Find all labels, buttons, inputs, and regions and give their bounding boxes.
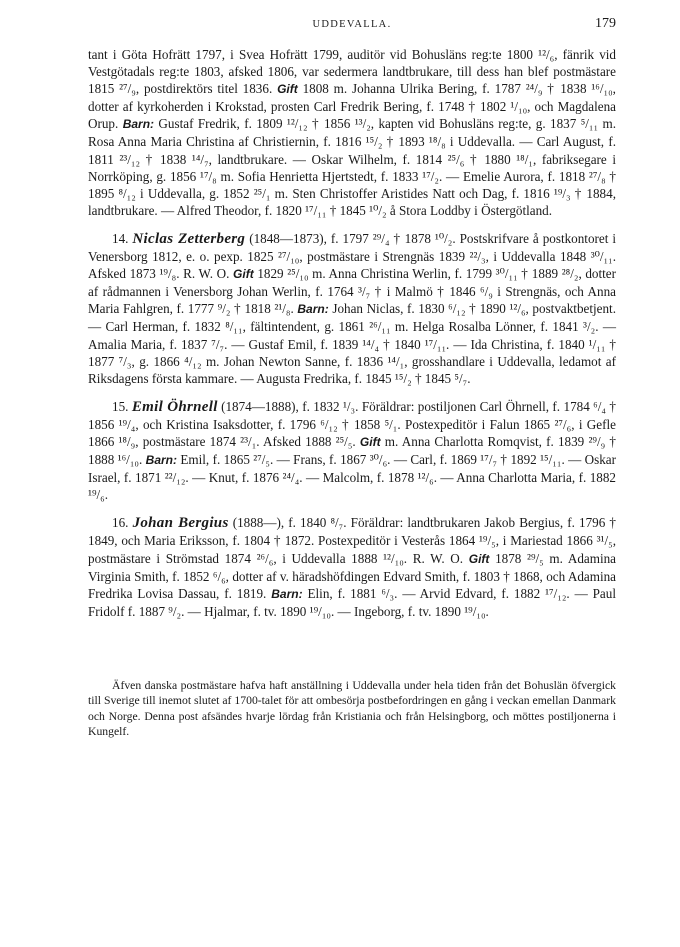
barn-label: Barn:	[145, 453, 177, 468]
barn-text: Emil, f. 1865 ²⁷/₅. — Frans, f. 1867 ³⁰/₆. — Carl, f. 1869 ¹⁷/₇ † 1892 ¹⁵/₁₁. — Oskar Israel, f. 1871 ²²/₁₂. — Knut, f. 1876 ²⁴/₄. — Malcolm, f. 1878 ¹²/₆. — Anna Charlotta Maria, f. 1882 ¹⁹/₆.	[88, 452, 616, 503]
gift-label: Gift	[468, 551, 490, 566]
entry-text: (1848—1873), f. 1797 ²⁹/₄ † 1878 ¹⁰/₂. Postskrifvare å postkontoret i Venersborg 1812, e. o. pexp. 1825 ²⁷/₁₀, postmästare i Strengnäs 1839 ²²/₃, i Uddevalla 1848 ³⁰/₁₁. Afsked 1873 ¹⁹/₈. R. W. O.	[88, 230, 616, 282]
footnote: Äfven danska postmästare hafva haft anställning i Uddevalla under hela tiden från det Bohuslän öfvergick till Sverige till inemot slutet af 1700-talet för att ombesörja postbefordringen en gång i veckan emellan Danmark och Norge. Denna post afsändes hvarje lördag från Kristiania och från Helsingborg, och möttes postiljonerna i Kungelf.	[88, 678, 616, 738]
gift-label: Gift	[277, 82, 298, 97]
barn-label: Barn:	[271, 586, 303, 601]
entry-number: 15.	[112, 398, 129, 414]
entry-name: Johan Bergius	[132, 515, 229, 532]
entry-14	[88, 230, 616, 387]
entry-number: 14.	[112, 230, 129, 246]
barn-text: Gustaf Fredrik, f. 1809 ¹²/₁₂ † 1856 ¹³/₂, kapten vid Bohusläns reg:te, g. 1837 ⁵/₁₁ m. Rosa Anna Maria Christina af Christiernin, f. 1816 ¹⁵/₂ † 1893 ¹⁸/₈ i Uddevalla. — Carl August, f. 1811 ²³/₁₂ † 1838 ¹⁴/₇, landtbrukare. — Oskar Wilhelm, f. 1814 ²⁵/₆ † 1880 ¹⁸/₁, fabriksegare i Norrköping, g. 1856 ¹⁷/₈ m. Sofia Henrietta Hjertstedt, f. 1833 ¹⁷/₂. — Emelie Aurora, f. 1818 ²⁷/₈ † 1895 ⁸/₁₂ i Uddevalla, g. 1852 ²⁵/₁ m. Sten Christoffer Aristides Natt och Dag, f. 1816 ¹⁹/₃ † 1884, landtbrukare. — Alfred Theodor, f. 1820 ¹⁷/₁₁ † 1845 ¹⁰/₂ å Stora Loddby i Östergötland.	[88, 116, 616, 218]
page-header	[88, 16, 616, 38]
gift-text: 1829 ²⁵/₁₀ m. Anna Christina Werlin, f. 1799 ³⁰/₁₁ † 1889 ²⁸/₂, dotter af rådmannen i Venersborg Johan Werlin, f. 1764 ³/₇ † i Malmö † 1846 ⁶/₉ i Strengnäs, och Anna Maria Fahlgren, f. 1777 ⁹/₂ † 1818 ²¹/₈.	[88, 266, 616, 317]
page-body	[88, 46, 616, 739]
entry-name: Emil Öhrnell	[131, 398, 218, 415]
gift-text: m. Anna Charlotta Romqvist, f. 1839 ²⁹/₉ † 1888 ¹⁶/₁₀.	[88, 433, 616, 468]
entry-16	[88, 514, 616, 620]
gift-text: 1808 m. Johanna Ulrika Bering, f. 1787 ²⁴/₉ † 1838 ¹⁶/₁₀, dotter af kyrkoherden i Krokstad, prosten Carl Fredrik Bering, f. 1748 † 1802 ¹/₁₀, och Magdalena Orup.	[88, 81, 616, 132]
entry-text: (1874—1888), f. 1832 ¹/₃. Föräldrar: postiljonen Carl Öhrnell, f. 1784 ⁶/₄ † 1856 ¹⁹/₄, och Kristina Isaksdotter, f. 1796 ⁶/₁₂ † 1858 ⁵/₁. Postexpeditör i Falun 1865 ²⁷/₆, i Gefle 1866 ¹⁸/₉, postmästare 1874 ²³/₁. Afsked 1888 ²⁵/₅.	[88, 398, 616, 449]
entry-text: (1888—), f. 1840 ⁸/₇. Föräldrar: landtbrukaren Jakob Bergius, f. 1796 † 1849, och Maria Eriksson, f. 1804 † 1872. Postexpeditör i Vesterås 1864 ¹⁹/₅, i Mariestad 1866 ³¹/₅, postmästare i Strömstad 1874 ²⁶/₆, i Uddevalla 1888 ¹²/₁₀. R. W. O.	[88, 515, 616, 566]
entry-continuation-lead: tant i Göta Hofrätt 1797, i Svea Hofrätt 1799, auditör vid Bohusläns reg:te 1800 ¹²/₆, fänrik vid Vestgötadals reg:te 1803, afsked 1806, var sedermera landtbrukare, till dess han blef postmästare 1815 ²⁷/₉, postdirektörs titel 1836.	[88, 47, 616, 97]
barn-label: Barn:	[297, 302, 329, 317]
running-head: UDDEVALLA.	[312, 19, 392, 30]
entry-15	[88, 398, 616, 504]
entry-continuation-text	[88, 46, 616, 219]
gift-label: Gift	[359, 434, 381, 449]
entry-number: 16.	[112, 515, 129, 531]
entry-name: Niclas Zetterberg	[132, 230, 246, 247]
barn-text: Elin, f. 1881 ⁶/₃. — Arvid Edvard, f. 1882 ¹⁷/₁₂. — Paul Fridolf f. 1887 ⁹/₂. — Hjalmar, f. tv. 1890 ¹⁹/₁₀. — Ingeborg, f. tv. 1890 ¹⁹/₁₀.	[88, 585, 616, 619]
page-number: 179	[595, 16, 616, 31]
barn-text: Johan Niclas, f. 1830 ⁶/₁₂ † 1890 ¹²/₆, postvaktbetjent. — Carl Herman, f. 1832 ⁸/₁₁, fältintendent, g. 1861 ²⁶/₁₁ m. Helga Rosalba Lönner, f. 1841 ³/₂. — Amalia Maria, f. 1837 ⁷/₇. — Gustaf Emil, f. 1839 ¹⁴/₄ † 1840 ¹⁷/₁₁. — Ida Christina, f. 1840 ¹/₁₁ † 1877 ⁷/₃, g. 1866 ⁴/₁₂ m. Johan Newton Sanne, f. 1836 ¹⁴/₁, grosshandlare i Uddevalla, ledamot af Riksdagens första kammare. — Augusta Fredrika, f. 1845 ¹⁵/₂ † 1845 ⁵/₇.	[88, 301, 616, 386]
barn-label: Barn:	[122, 117, 155, 132]
gift-label: Gift	[233, 267, 254, 282]
gift-text: 1878 ²⁹/₅ m. Adamina Virginia Smith, f. 1852 ⁶/₆, dotter af v. häradshöfdingen Edvard Smith, f. 1803 † 1868, och Adamina Fredrika Lovisa Dassau, f. 1819.	[88, 550, 616, 601]
